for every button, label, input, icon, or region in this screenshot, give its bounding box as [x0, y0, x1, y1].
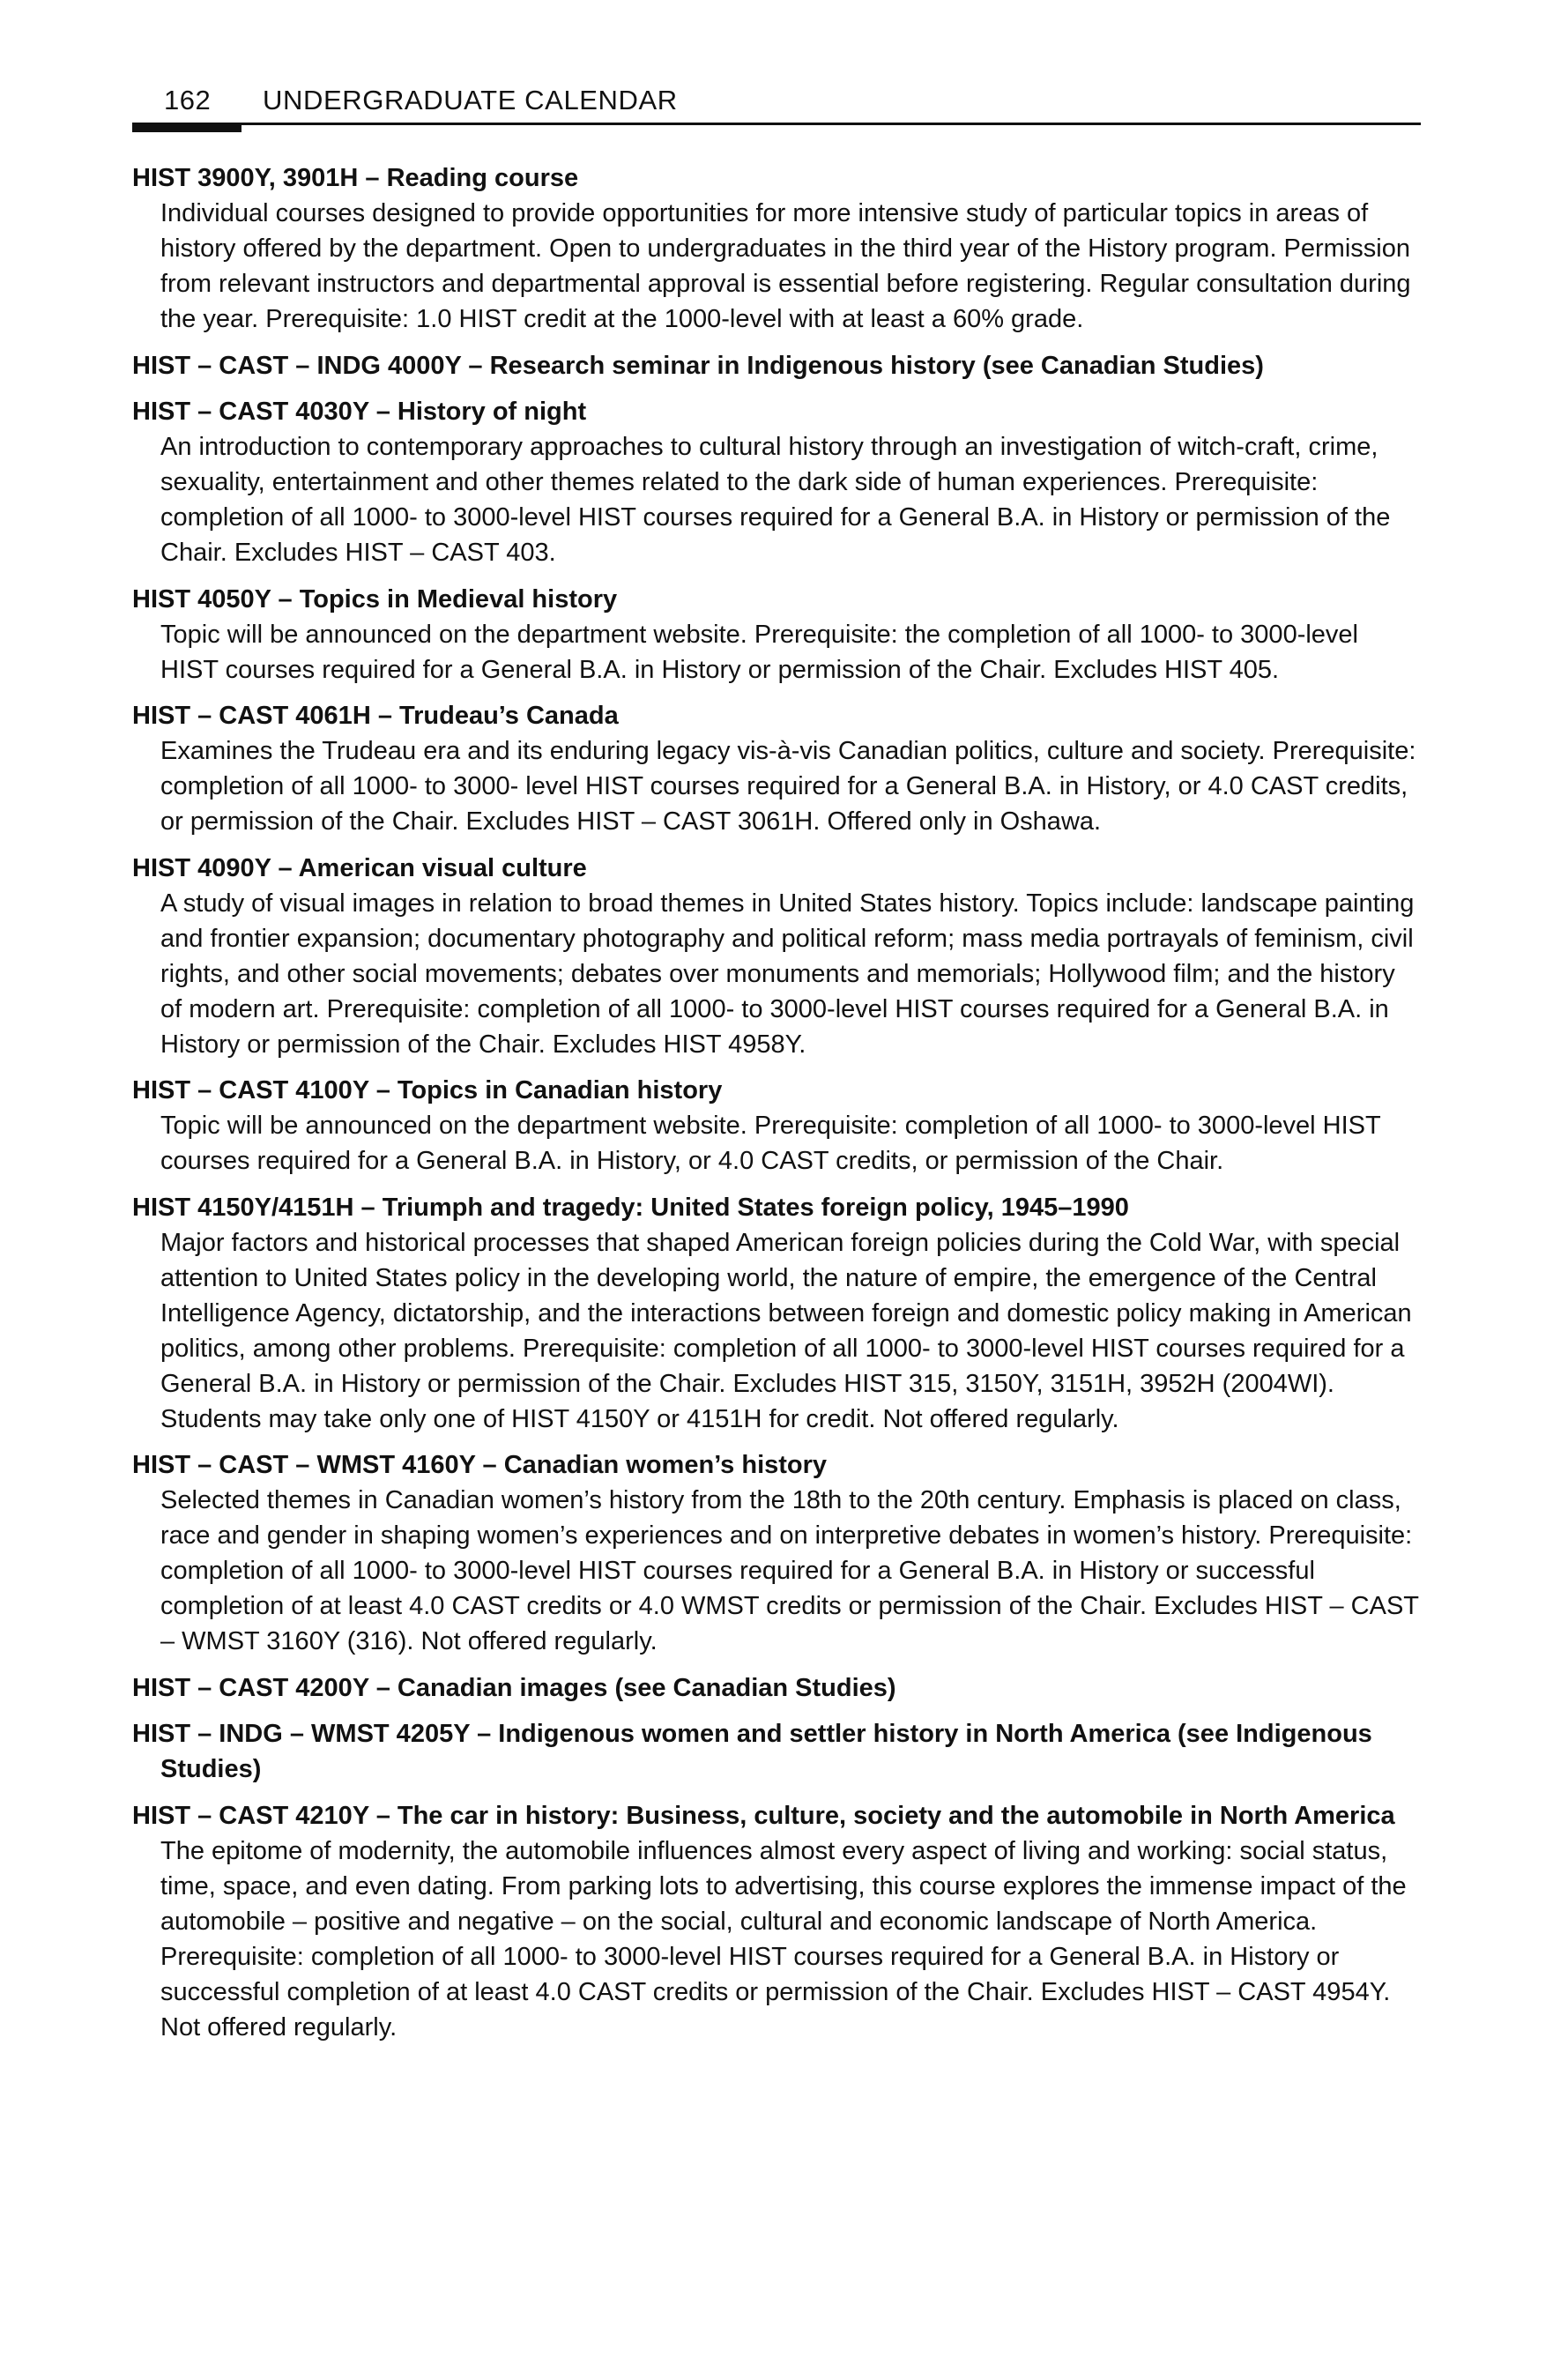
course-entry	[132, 348, 1421, 383]
course-entry	[132, 1190, 1421, 1437]
calendar-page	[132, 85, 1421, 2056]
course-title: HIST 4150Y/4151H – Triumph and tragedy: United States foreign policy, 1945–1990	[132, 1193, 1129, 1222]
header-rule	[132, 123, 1421, 125]
course-description: Examines the Trudeau era and its enduring legacy vis-à-vis Canadian politics, culture and society. Prerequisite: completion of all 1000- to 3000- level HIST courses required for a General B.A. in History, or 4.0 CAST credits, or permission of the Chair. Excludes HIST – CAST 3061H. Offered only in Oshawa.	[160, 737, 1416, 836]
course-title: HIST – CAST 4210Y – The car in history: Business, culture, society and the automobile in North America	[132, 1801, 1395, 1830]
course-entry	[132, 160, 1421, 337]
course-entry	[132, 1073, 1421, 1179]
course-description: Major factors and historical processes that shaped American foreign policies during the Cold War, with special attention to United States policy in the developing world, the nature of empire, the emergence of the Central Intelligence Agency, dictatorship, and the interactions between foreign and domestic policy making in American politics, among other problems. Prerequisite: completion of all 1000- to 3000-level HIST courses required for a General B.A. in History or permission of the Chair. Excludes HIST 315, 3150Y, 3151H, 3952H (2004WI). Students may take only one of HIST 4150Y or 4151H for credit. Not offered regularly.	[160, 1228, 1412, 1433]
running-header-title: UNDERGRADUATE CALENDAR	[263, 85, 678, 115]
course-description: Topic will be announced on the department website. Prerequisite: completion of all 1000- to 3000-level HIST courses required for a General B.A. in History, or 4.0 CAST credits, or permission of the Chair.	[160, 1112, 1381, 1175]
course-title: HIST 4050Y – Topics in Medieval history	[132, 584, 618, 614]
course-title: HIST – CAST 4100Y – Topics in Canadian history	[132, 1076, 723, 1104]
course-entry	[132, 1798, 1421, 2045]
course-entry	[132, 1670, 1421, 1706]
course-title: HIST – CAST 4030Y – History of night	[132, 398, 587, 426]
course-entry	[132, 851, 1421, 1062]
course-title: HIST – CAST 4200Y – Canadian images (see Canadian Studies)	[132, 1673, 896, 1702]
course-entry	[132, 1447, 1421, 1659]
course-entry	[132, 1716, 1421, 1787]
header-tab-marker	[132, 123, 241, 132]
course-title: HIST – CAST – INDG 4000Y – Research seminar in Indigenous history (see Canadian Studies)	[132, 351, 1264, 380]
course-description: A study of visual images in relation to broad themes in United States history. Topics include: landscape painting and frontier expansion; documentary photography and political reform; mass media portrayals of feminism, civil rights, and other social movements; debates over monuments and memorials; Hollywood film; and the history of modern art. Prerequisite: completion of all 1000- to 3000-level HIST courses required for a General B.A. in History or permission of the Chair. Excludes HIST 4958Y.	[160, 889, 1415, 1059]
page-number: 162	[164, 85, 212, 115]
course-description: Selected themes in Canadian women’s history from the 18th to the 20th century. Emphasis is placed on class, race and gender in shaping women’s experiences and on interpretive debates in women’s history. Prerequisite: completion of all 1000- to 3000-level HIST courses required for a General B.A. in History or successful completion of at least 4.0 CAST credits or 4.0 WMST credits or permission of the Chair. Excludes HIST – CAST – WMST 3160Y (316). Not offered regularly.	[160, 1486, 1419, 1655]
course-list	[132, 160, 1421, 2045]
course-title: HIST 4090Y – American visual culture	[132, 853, 587, 882]
course-title: HIST – CAST – WMST 4160Y – Canadian women’s history	[132, 1451, 828, 1479]
course-title: HIST – INDG – WMST 4205Y – Indigenous women and settler history in North America (see Indigenous Studies)	[132, 1720, 1372, 1783]
course-entry	[132, 582, 1421, 688]
course-title: HIST 3900Y, 3901H – Reading course	[132, 164, 579, 192]
course-title: HIST – CAST 4061H – Trudeau’s Canada	[132, 702, 619, 730]
course-description: Topic will be announced on the department website. Prerequisite: the completion of all 1000- to 3000-level HIST courses required for a General B.A. in History or permission of the Chair. Excludes HIST 405.	[160, 620, 1358, 684]
course-description: An introduction to contemporary approaches to cultural history through an investigation of witch-craft, crime, sexuality, entertainment and other themes related to the dark side of human experiences. Prerequisite: completion of all 1000- to 3000-level HIST courses required for a General B.A. in History or permission of the Chair. Excludes HIST – CAST 403.	[160, 433, 1391, 567]
course-entry	[132, 698, 1421, 839]
running-header	[132, 85, 1421, 125]
course-description: Individual courses designed to provide opportunities for more intensive study of particular topics in areas of history offered by the department. Open to undergraduates in the third year of the History program. Permission from relevant instructors and departmental approval is essential before registering. Regular consultation during the year. Prerequisite: 1.0 HIST credit at the 1000-level with at least a 60% grade.	[160, 199, 1411, 333]
course-description: The epitome of modernity, the automobile influences almost every aspect of living and working: social status, time, space, and even dating. From parking lots to advertising, this course explores the immense impact of the automobile – positive and negative – on the social, cultural and economic landscape of North America. Prerequisite: completion of all 1000- to 3000-level HIST courses required for a General B.A. in History or successful completion of at least 4.0 CAST credits or permission of the Chair. Excludes HIST – CAST 4954Y. Not offered regularly.	[160, 1836, 1407, 2042]
course-entry	[132, 394, 1421, 570]
